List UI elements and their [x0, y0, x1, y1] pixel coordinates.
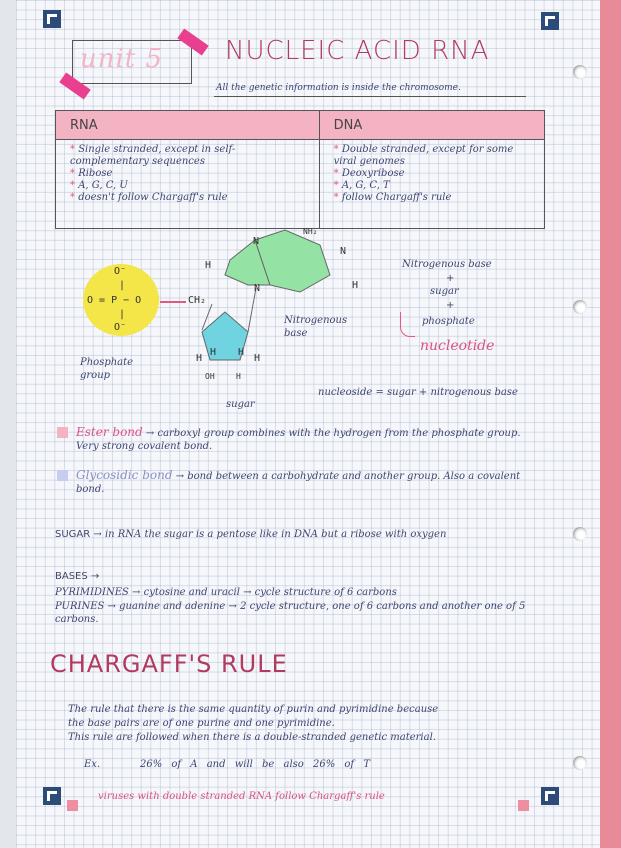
arrow-icon — [400, 312, 415, 337]
dna-cell — [319, 140, 544, 229]
subtitle: All the genetic information is inside the chromosome. — [216, 83, 461, 93]
base-label: Nitrogenous base — [284, 315, 348, 339]
phosphate-charge-bottom: O⁻ — [114, 322, 127, 333]
rna-cell — [56, 140, 320, 229]
atom-h: H — [205, 260, 212, 271]
list-item: * Double stranded, except for some viral genomes — [333, 144, 514, 167]
atom-h: H — [352, 280, 359, 291]
list-item: * A, G, C, T — [333, 180, 390, 191]
corner-mark-icon — [43, 10, 61, 28]
unit-label: unit 5 — [80, 44, 164, 74]
list-item: * doesn't follow Chargaff's rule — [70, 192, 228, 203]
atom-n: N — [340, 246, 347, 257]
plus-sign: + — [446, 273, 455, 284]
chargaff-line3: This rule are followed when there is a double-stranded genetic material. — [68, 732, 436, 743]
sugar-note: SUGAR → in RNA the sugar is a pentose like in DNA but a ribose with oxygen — [55, 529, 447, 540]
pink-square-icon — [518, 800, 529, 811]
column-header-rna: RNA — [56, 111, 320, 140]
ester-bond-note: Ester bond → carboxyl group combines with the hydrogen from the phosphate group. Very strong covalent bond. — [76, 425, 521, 452]
nucleotide-label: nucleotide — [420, 338, 495, 354]
list-item: * A, G, C, U — [70, 180, 128, 191]
atom-h: H — [196, 353, 203, 364]
ester-legend-square — [57, 427, 68, 438]
summary-base: Nitrogenous base — [402, 259, 492, 270]
bases-title: BASES → — [55, 571, 100, 582]
pink-square-icon — [67, 800, 78, 811]
pink-edge — [600, 0, 621, 848]
bond-line: | — [119, 280, 126, 291]
glycosidic-legend-square — [57, 470, 68, 481]
sugar-label: sugar — [226, 399, 255, 410]
binder-hole — [573, 65, 587, 79]
binder-hole — [573, 300, 587, 314]
pyrimidines-note: PYRIMIDINES → cytosine and uracil → cycle structure of 6 carbons — [55, 587, 397, 598]
nucleoside-equation: nucleoside = sugar + nitrogenous base — [318, 387, 518, 398]
atom-n: N — [254, 283, 261, 294]
atom-oh: OH — [205, 372, 215, 381]
column-header-dna: DNA — [319, 111, 544, 140]
plus-sign: + — [446, 300, 455, 311]
bond-line: | — [119, 309, 126, 320]
list-item: * follow Chargaff's rule — [333, 192, 452, 203]
atom-h: H — [238, 347, 245, 358]
purines-note: PURINES → guanine and adenine → 2 cycle structure, one of 6 carbons and another one of 5 carbons. — [55, 601, 526, 625]
list-item: * Single stranded, except in self-complementary sequences — [70, 144, 236, 167]
atom-nh2: NH₂ — [303, 227, 318, 236]
glycosidic-link — [248, 288, 256, 332]
corner-mark-icon — [541, 12, 559, 30]
phosphate-charge-top: O⁻ — [114, 266, 127, 277]
subtitle-underline — [214, 96, 526, 97]
summary-sugar: sugar — [430, 286, 459, 297]
atom-n: N — [253, 236, 260, 247]
binder-hole — [573, 527, 587, 541]
atom-h: H — [210, 347, 217, 358]
chargaff-line1: The rule that there is the same quantity of purin and pyrimidine because — [68, 704, 439, 715]
atom-h: H — [254, 353, 261, 364]
ester-bond-line — [160, 301, 186, 303]
page-title: NUCLEIC ACID RNA — [225, 36, 490, 66]
phosphate-mid: O = P − O — [87, 295, 142, 306]
phosphate-label: Phosphate group — [80, 357, 134, 381]
list-item: * Ribose — [70, 168, 113, 179]
chargaff-title: CHARGAFF'S RULE — [50, 650, 288, 678]
atom-h: H — [236, 372, 241, 381]
rna-dna-table — [55, 110, 545, 229]
summary-phosphate: phosphate — [422, 316, 475, 327]
corner-mark-icon — [43, 787, 61, 805]
example-label: Ex. — [84, 759, 101, 770]
binder-hole — [573, 756, 587, 770]
example-text: 26% of A and will be also 26% of T — [140, 759, 370, 770]
chargaff-line2: the base pairs are of one purine and one pyrimidine. — [68, 718, 335, 729]
notebook-margin — [0, 0, 17, 848]
corner-mark-icon — [541, 787, 559, 805]
list-item: * Deoxyribose — [333, 168, 405, 179]
bond-label: CH₂ — [188, 295, 207, 306]
glycosidic-bond-note: Glycosidic bond → bond between a carbohydrate and another group. Also a covalent bond. — [76, 468, 521, 495]
chargaff-footer: viruses with double stranded RNA follow Chargaff's rule — [98, 791, 385, 802]
